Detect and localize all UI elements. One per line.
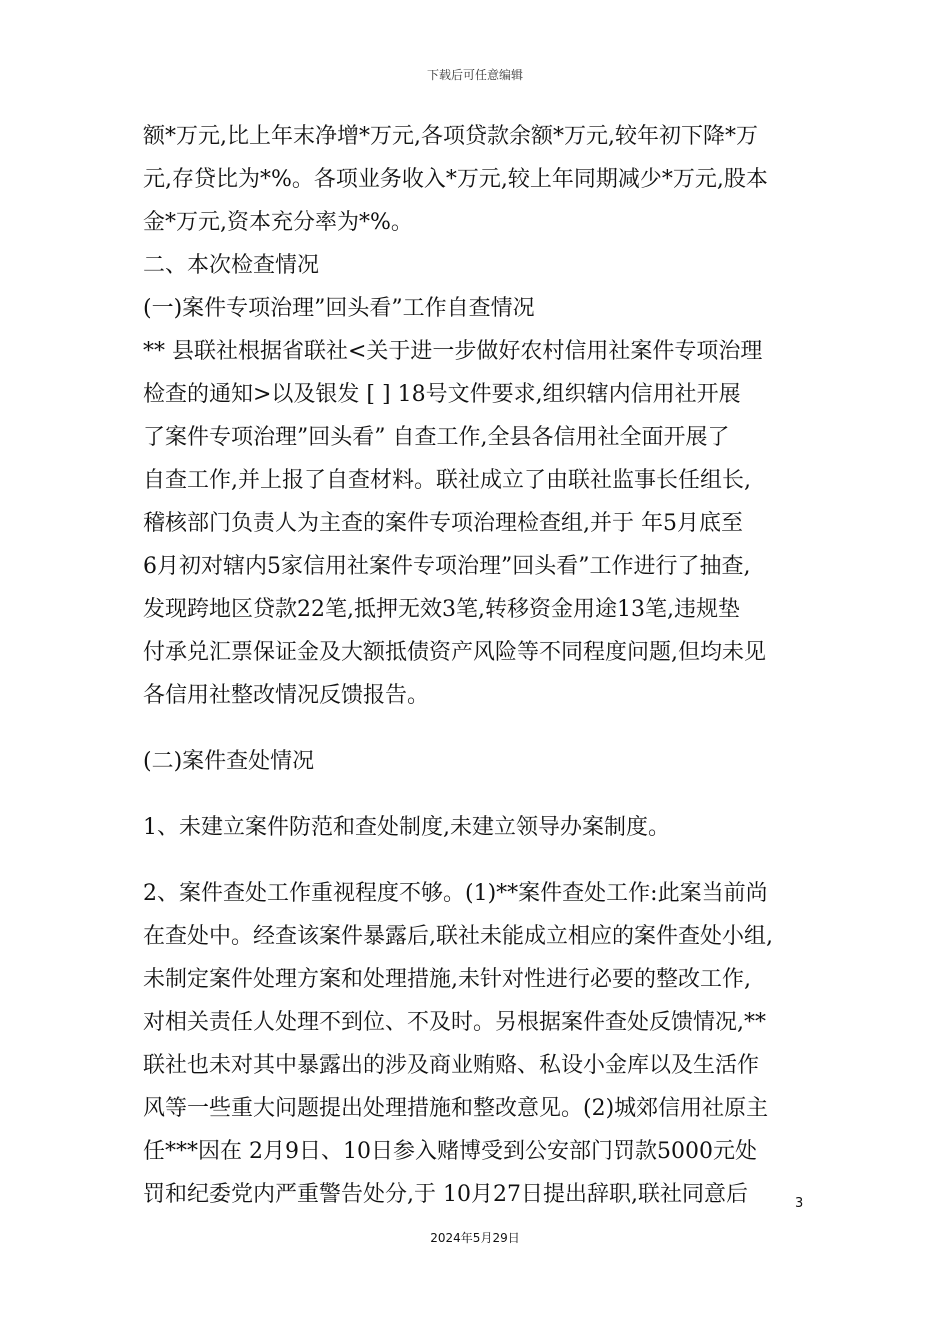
body-line: 自查工作,并上报了自查材料。联社成立了由联社监事长任组长, <box>143 468 751 493</box>
list-item: 1、未建立案件防范和查处制度,未建立领导办案制度。 <box>143 815 670 840</box>
body-line: 额*万元,比上年末净增*万元,各项贷款余额*万元,较年初下降*万 <box>143 124 758 149</box>
body-line: 了案件专项治理”回头看” 自查工作,全县各信用社全面开展了 <box>143 425 730 450</box>
section-heading: 二、本次检查情况 <box>143 253 320 278</box>
paragraph-gap <box>143 849 823 872</box>
footer-date: 2024年5月29日 <box>430 1231 520 1245</box>
page-header: 下载后可任意编辑 <box>426 68 523 82</box>
body-line: 在查处中。经查该案件暴露后,联社未能成立相应的案件查处小组, <box>143 924 773 949</box>
body-line: 付承兑汇票保证金及大额抵债资产风险等不同程度问题,但均未见 <box>143 640 766 665</box>
body-line: 罚和纪委党内严重警告处分,于 10月27日提出辞职,联社同意后 <box>143 1182 748 1207</box>
subsection-heading: (二)案件查处情况 <box>143 749 315 774</box>
page-number: 3 <box>795 1196 804 1211</box>
document-body <box>143 115 823 1216</box>
body-line: 金*万元,资本充分率为*%。 <box>143 210 413 235</box>
body-line: 未制定案件处理方案和处理措施,未针对性进行必要的整改工作, <box>143 967 751 992</box>
body-line: 发现跨地区贷款22笔,抵押无效3笔,转移资金用途13笔,违规垫 <box>143 597 740 622</box>
body-line: 元,存贷比为*%。各项业务收入*万元,较上年同期减少*万元,股本 <box>143 167 768 192</box>
paragraph-gap <box>143 783 823 806</box>
list-item: 2、案件查处工作重视程度不够。(1)**案件查处工作:此案当前尚 <box>143 881 768 906</box>
body-line: 风等一些重大问题提出处理措施和整改意见。(2)城郊信用社原主 <box>143 1096 769 1121</box>
body-line: 稽核部门负责人为主查的案件专项治理检查组,并于 年5月底至 <box>143 511 743 536</box>
body-line: 各信用社整改情况反馈报告。 <box>143 683 430 708</box>
body-line: 检查的通知>以及银发 [ ] 18号文件要求,组织辖内信用社开展 <box>143 382 741 407</box>
body-line: 联社也未对其中暴露出的涉及商业贿赂、私设小金库以及生活作 <box>143 1053 760 1078</box>
body-line: 任***因在 2月9日、10日参入赌博受到公安部门罚款5000元处 <box>143 1139 757 1164</box>
paragraph-gap <box>143 717 823 740</box>
body-line: 对相关责任人处理不到位、不及时。另根据案件查处反馈情况,** <box>143 1010 766 1035</box>
subsection-heading: (一)案件专项治理”回头看”工作自查情况 <box>143 296 535 321</box>
body-line: 6月初对辖内5家信用社案件专项治理”回头看”工作进行了抽查, <box>143 554 751 579</box>
body-line: ** 县联社根据省联社<关于进一步做好农村信用社案件专项治理 <box>143 339 763 364</box>
